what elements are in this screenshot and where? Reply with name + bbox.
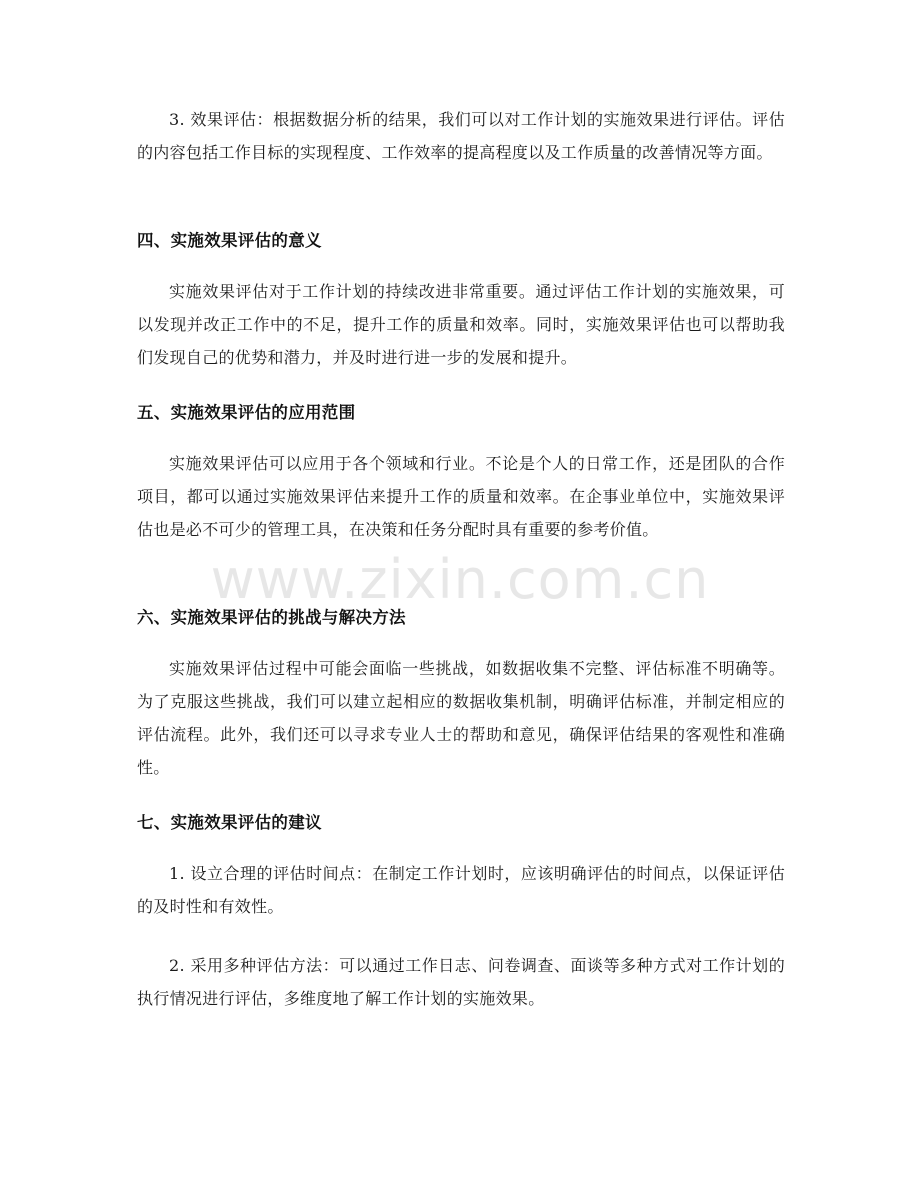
heading-section-5 <box>137 401 785 425</box>
paragraph-text: 实施效果评估过程中可能会面临一些挑战，如数据收集不完整、评估标准不明确等。为了克服这些挑战，我们可以建立起相应的数据收集机制，明确评估标准，并制定相应的评估流程。此外，我们还可以寻求专业人士的帮助和意见，确保评估结果的客观性和准确性。 <box>137 659 785 777</box>
paragraph-text: 实施效果评估可以应用于各个领域和行业。不论是个人的日常工作，还是团队的合作项目，都可以通过实施效果评估来提升工作的质量和效率。在企事业单位中，实施效果评估也是必不可少的管理工具，在决策和任务分配时具有重要的参考价值。 <box>137 454 785 539</box>
section-heading: 四、实施效果评估的意义 <box>137 231 322 250</box>
paragraph-evaluation-step-3 <box>137 103 785 169</box>
paragraph-suggestion-2 <box>137 949 785 1015</box>
heading-section-7 <box>137 811 785 835</box>
paragraph-text: 3. 效果评估：根据数据分析的结果，我们可以对工作计划的实施效果进行评估。评估的内容包括工作目标的实现程度、工作效率的提高程度以及工作质量的改善情况等方面。 <box>137 110 785 162</box>
paragraph-text: 1. 设立合理的评估时间点：在制定工作计划时，应该明确评估的时间点，以保证评估的及时性和有效性。 <box>137 864 785 916</box>
paragraph-section-6 <box>137 652 785 784</box>
heading-section-6 <box>137 606 785 630</box>
paragraph-text: 2. 采用多种评估方法：可以通过工作日志、问卷调查、面谈等多种方式对工作计划的执行情况进行评估，多维度地了解工作计划的实施效果。 <box>137 956 785 1008</box>
paragraph-section-4 <box>137 275 785 374</box>
section-heading: 五、实施效果评估的应用范围 <box>137 403 356 422</box>
section-heading: 六、实施效果评估的挑战与解决方法 <box>137 608 406 627</box>
section-heading: 七、实施效果评估的建议 <box>137 813 322 832</box>
paragraph-text: 实施效果评估对于工作计划的持续改进非常重要。通过评估工作计划的实施效果，可以发现并改正工作中的不足，提升工作的质量和效率。同时，实施效果评估也可以帮助我们发现自己的优势和潜力，并及时进行进一步的发展和提升。 <box>137 282 785 367</box>
heading-section-4 <box>137 229 785 253</box>
watermark: www.zixin.com.cn <box>210 548 710 611</box>
paragraph-suggestion-1 <box>137 857 785 923</box>
paragraph-section-5 <box>137 447 785 546</box>
